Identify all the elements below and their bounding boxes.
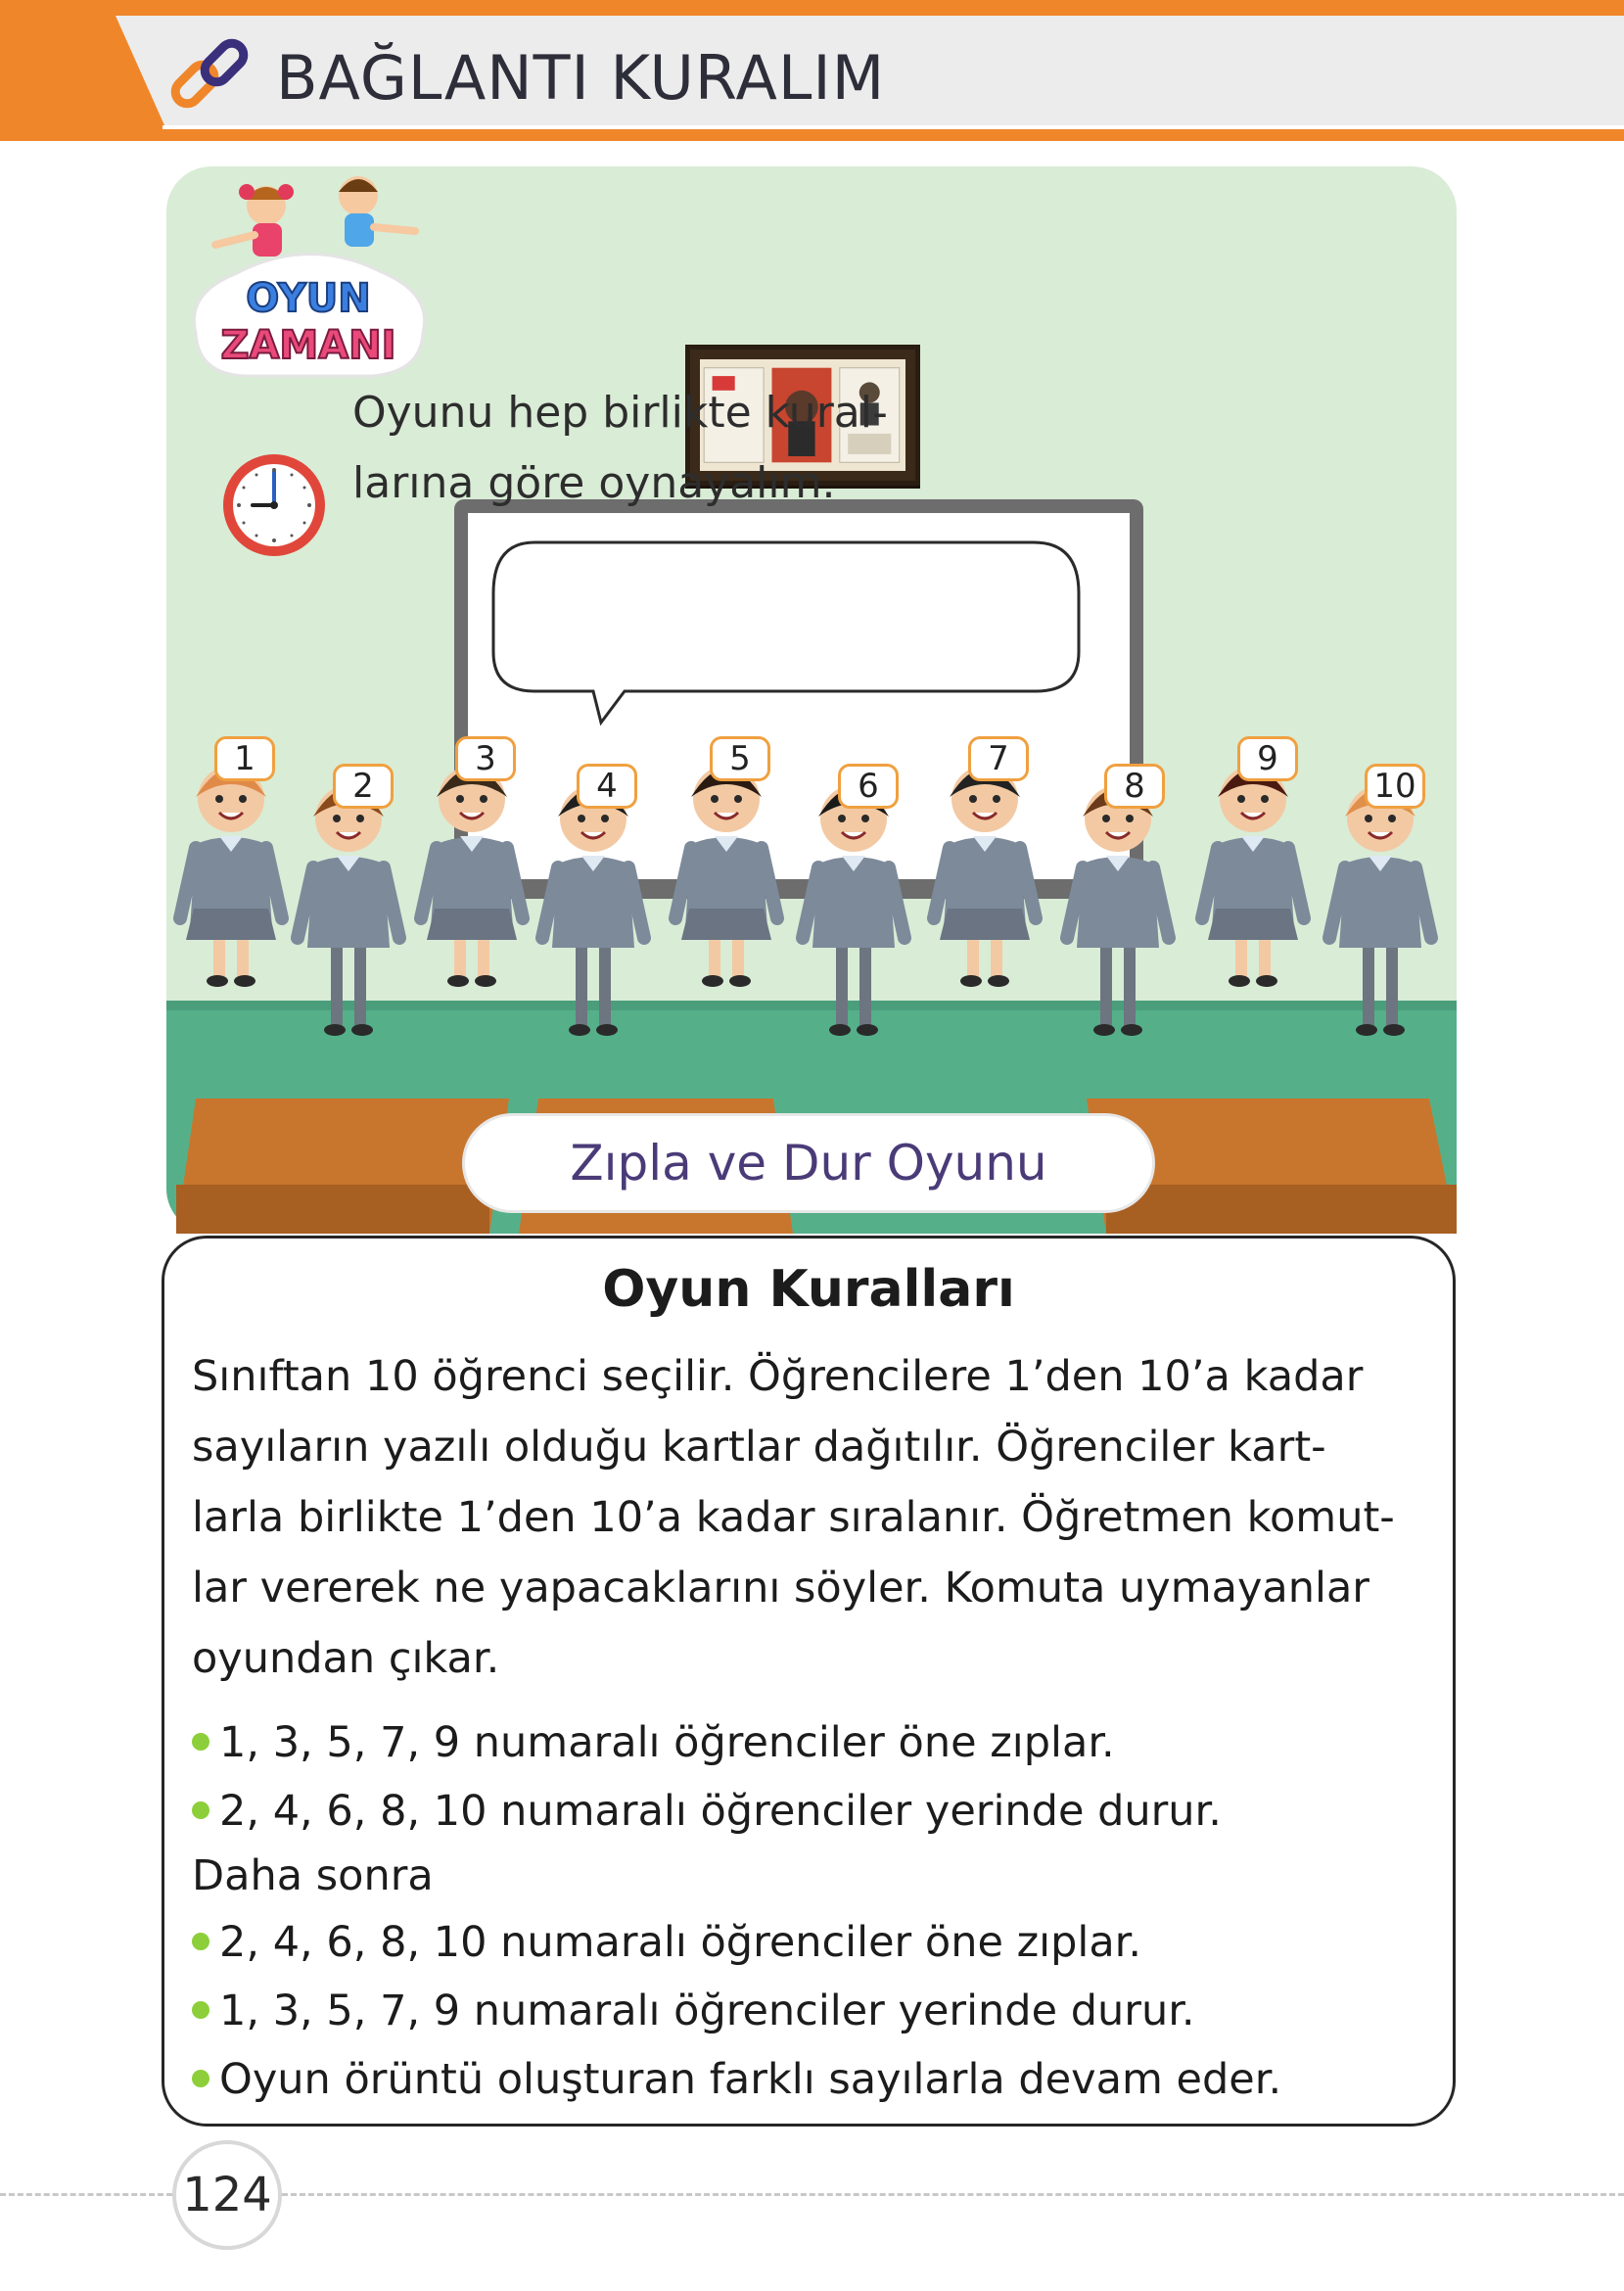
header-underline: [162, 125, 1624, 129]
student-leg: [331, 938, 343, 1028]
rule-bullet-item: [192, 1711, 1115, 1774]
student-eye: [1388, 815, 1396, 822]
student-leg: [354, 938, 366, 1028]
page-title: BAĞLANTI KURALIM: [276, 42, 886, 114]
student-eye: [601, 815, 609, 822]
bullet-dot-icon: [192, 2070, 209, 2087]
student-shoe: [324, 1024, 346, 1036]
student-shoe: [988, 975, 1009, 987]
student-number-10: 10: [1365, 764, 1425, 809]
speech-bubble-text: [352, 378, 901, 519]
student-shoe: [569, 1024, 590, 1036]
student-shoe: [234, 975, 255, 987]
wall-clock-icon: [219, 450, 329, 560]
student-leg: [1124, 938, 1136, 1028]
student-eye: [734, 795, 742, 803]
student-eye: [456, 795, 464, 803]
student-shoe: [729, 975, 751, 987]
student-shoe: [1229, 975, 1250, 987]
svg-text:ZAMANI: ZAMANI: [220, 323, 396, 368]
oyun-zamani-logo: [176, 166, 441, 401]
student-eye: [333, 815, 341, 822]
student-number-9: 9: [1237, 736, 1298, 781]
student-skirt: [186, 909, 276, 940]
student-shoe: [351, 1024, 373, 1036]
student-number-6: 6: [838, 764, 899, 809]
paragraph-line: larla birlikte 1’den 10’a kadar sıralanır. Öğretmen komut-: [192, 1493, 1395, 1542]
footer-dashed-line-left: [0, 2193, 172, 2196]
rule-bullet-item: [192, 1911, 1141, 1974]
student-eye: [480, 795, 487, 803]
rules-title: Oyun Kuralları: [602, 1260, 1015, 1319]
rule-bullet-text: Oyun örüntü oluşturan farklı sayılarla devam eder.: [219, 2055, 1282, 2104]
student-number-4: 4: [577, 764, 637, 809]
student-eye: [1126, 815, 1134, 822]
student-shoe: [1121, 1024, 1142, 1036]
footer-dashed-line-right: [282, 2193, 1624, 2196]
bullet-dot-icon: [192, 1733, 209, 1751]
paragraph-line: oyundan çıkar.: [192, 1634, 500, 1683]
student-skirt: [940, 909, 1030, 940]
rule-bullet-item: [192, 2048, 1281, 2111]
student-skirt: [1208, 909, 1298, 940]
rule-bullet-item: [192, 1980, 1195, 2042]
student-eye: [1237, 795, 1245, 803]
then-label: Daha sonra: [192, 1851, 434, 1900]
student-shoe: [207, 975, 228, 987]
bullet-dot-icon: [192, 1801, 209, 1819]
student-skirt: [681, 909, 771, 940]
student-leg: [576, 938, 587, 1028]
rule-bullet-item: [192, 1780, 1222, 1843]
rule-bullet-text: 1, 3, 5, 7, 9 numaralı öğrenciler yerinde durur.: [219, 1987, 1195, 2035]
rule-bullet-text: 2, 4, 6, 8, 10 numaralı öğrenciler öne zıplar.: [219, 1918, 1142, 1967]
game-title: Zıpla ve Dur Oyunu: [570, 1135, 1047, 1192]
logo-kids: [215, 176, 415, 257]
student-leg: [599, 938, 611, 1028]
student-eye: [1365, 815, 1372, 822]
student-eye: [861, 815, 869, 822]
student-leg: [1386, 938, 1398, 1028]
student-leg: [836, 938, 848, 1028]
student-eye: [1102, 815, 1110, 822]
student-shoe: [702, 975, 723, 987]
student-leg: [859, 938, 871, 1028]
student-number-3: 3: [455, 736, 516, 781]
student-number-7: 7: [968, 736, 1029, 781]
student-eye: [993, 795, 1000, 803]
student-number-8: 8: [1104, 764, 1165, 809]
chain-link-icon: [166, 35, 255, 117]
student-eye: [215, 795, 223, 803]
student-shoe: [1356, 1024, 1377, 1036]
bullet-dot-icon: [192, 1933, 209, 1950]
student-shoe: [447, 975, 469, 987]
student-shoe: [1093, 1024, 1115, 1036]
student-number-2: 2: [333, 764, 394, 809]
paragraph-line: Sınıftan 10 öğrenci seçilir. Öğrencilere 1’den 10’a kadar: [192, 1352, 1364, 1401]
header-top-strip: [0, 0, 1624, 12]
student-eye: [1261, 795, 1269, 803]
student-leg: [1100, 938, 1112, 1028]
paragraph-line: lar vererek ne yapacaklarını söyler. Komuta uymayanlar: [192, 1564, 1369, 1613]
student-eye: [239, 795, 247, 803]
rule-bullet-text: 2, 4, 6, 8, 10 numaralı öğrenciler yerinde durur.: [219, 1787, 1222, 1836]
student-eye: [838, 815, 846, 822]
page-number: 124: [182, 2168, 272, 2222]
student-eye: [578, 815, 585, 822]
rule-bullet-text: 1, 3, 5, 7, 9 numaralı öğrenciler öne zıplar.: [219, 1718, 1115, 1767]
student-shoe: [960, 975, 982, 987]
student-shoe: [829, 1024, 851, 1036]
speech-line-2: larına göre oynayalım.: [352, 458, 836, 508]
student-shoe: [1383, 1024, 1405, 1036]
student-eye: [356, 815, 364, 822]
bullet-dot-icon: [192, 2001, 209, 2019]
student-leg: [1363, 938, 1374, 1028]
student-shoe: [857, 1024, 878, 1036]
student-number-5: 5: [710, 736, 770, 781]
student-eye: [969, 795, 977, 803]
student-shoe: [1256, 975, 1277, 987]
speech-bubble: [486, 535, 1087, 730]
student-shoe: [596, 1024, 618, 1036]
student-eye: [711, 795, 719, 803]
student-shoe: [475, 975, 496, 987]
paragraph-line: sayıların yazılı olduğu kartlar dağıtılır. Öğrenciler kart-: [192, 1423, 1326, 1472]
student-skirt: [427, 909, 517, 940]
student-number-1: 1: [214, 736, 275, 781]
svg-text:OYUN: OYUN: [246, 276, 371, 321]
speech-line-1: Oyunu hep birlikte kural-: [352, 388, 888, 438]
rules-paragraph: [192, 1341, 1455, 1694]
